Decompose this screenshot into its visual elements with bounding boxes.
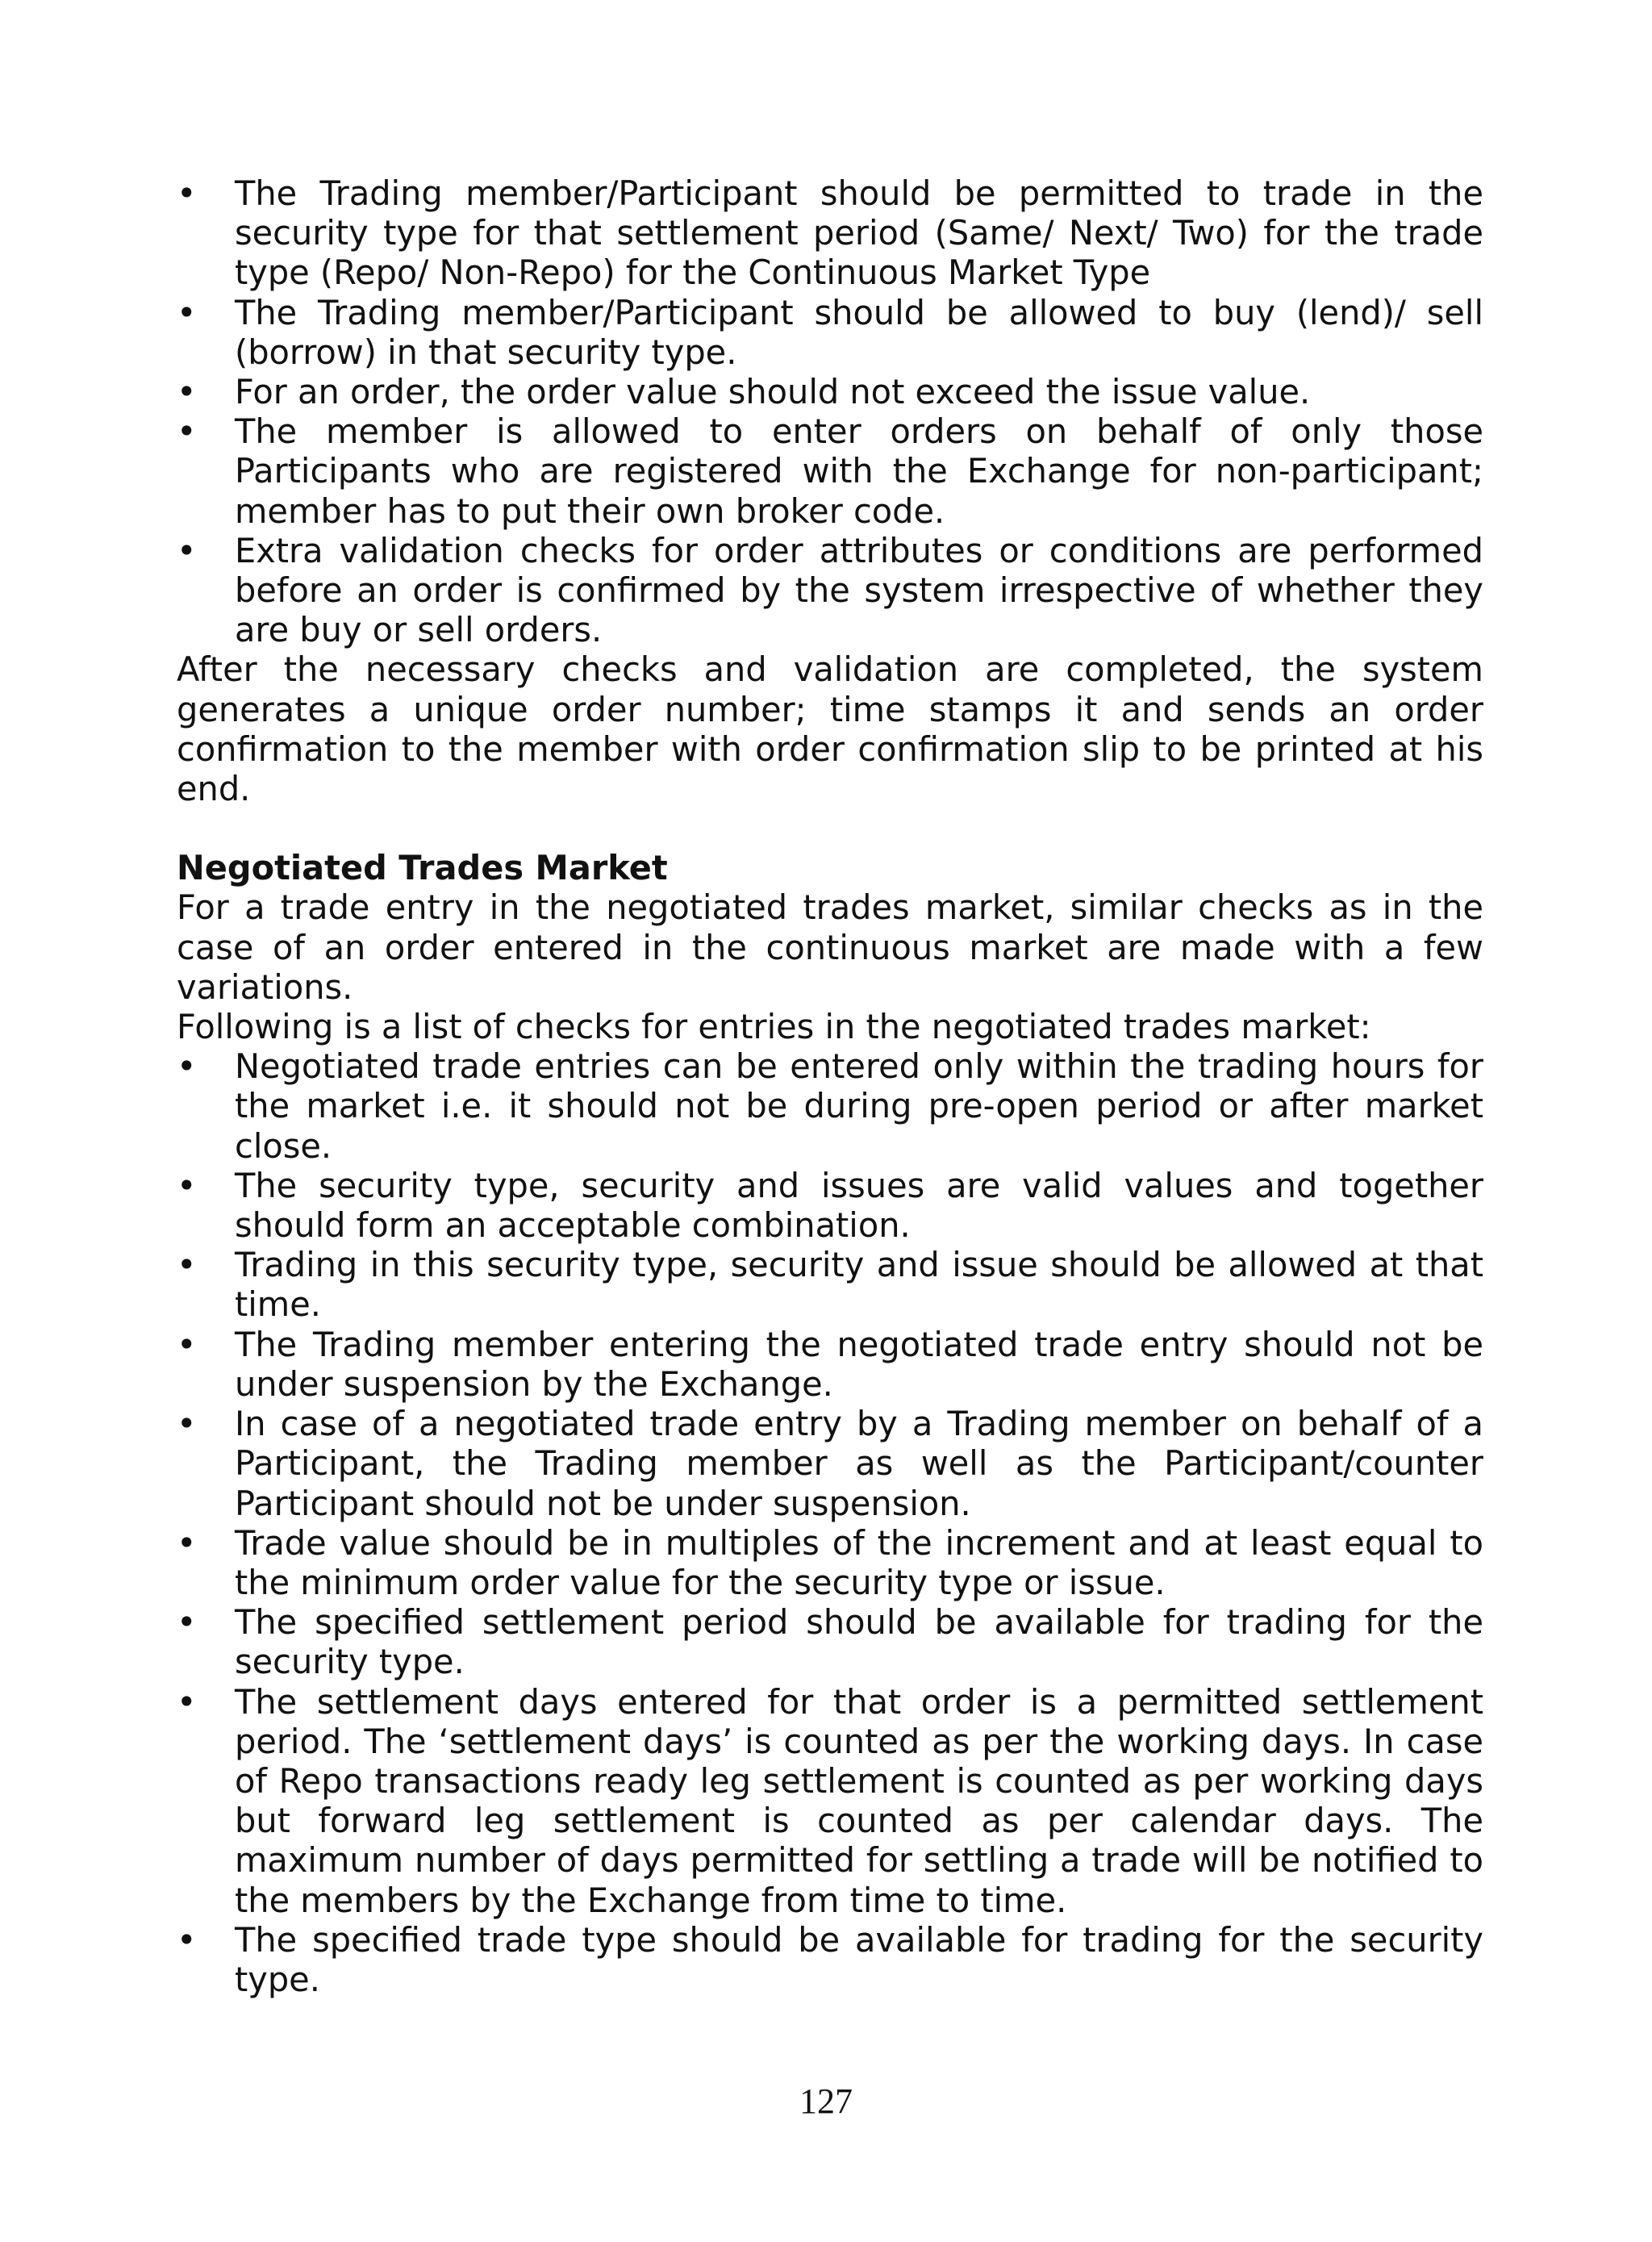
list-item-text: Trade value should be in multiples of the increment and at least equal to the minimum order value for the security type or issue. [235, 1522, 1483, 1602]
list-item [177, 173, 1483, 293]
list-item-text: The specified settlement period should be available for trading for the security type. [235, 1602, 1483, 1682]
page-content [177, 173, 1483, 1999]
bullet-icon: • [177, 1046, 197, 1087]
list-item [177, 1046, 1483, 1166]
after-checks-paragraph: After the necessary checks and validation are completed, the system generates a unique order number; time stamps it and sends an order confirmation to the member with order confirmation slip to be printed at his end. [177, 649, 1483, 809]
bullet-icon: • [177, 173, 197, 213]
bullet-icon: • [177, 1919, 197, 1960]
bullet-icon: • [177, 292, 197, 332]
list-item-text: For an order, the order value should not exceed the issue value. [235, 372, 1311, 412]
list-item-text: The Trading member/Participant should be permitted to trade in the security type for that settlement period (Same/ Next/ Two) for the trade type (Repo/ Non-Repo) for the Continuous Market Type [235, 173, 1483, 293]
list-item-text: Extra validation checks for order attributes or conditions are performed before an order is confirmed by the system irrespective of whether they are buy or sell orders. [235, 530, 1483, 650]
bullet-icon: • [177, 530, 197, 570]
list-item [177, 1325, 1483, 1404]
bullet-icon: • [177, 411, 197, 452]
list-item [177, 1523, 1483, 1602]
list-item [177, 1920, 1483, 1999]
list-item [177, 531, 1483, 650]
list-item-text: Negotiated trade entries can be entered only within the trading hours for the market i.e. it should not be during pre-open period or after market close. [235, 1046, 1483, 1166]
bullet-icon: • [177, 372, 197, 412]
section-spacer [177, 808, 1483, 848]
list-intro-paragraph: Following is a list of checks for entries in the negotiated trades market: [177, 1007, 1371, 1047]
list-item [177, 293, 1483, 372]
list-item-text: The security type, security and issues are valid values and together should form an acceptable combination. [235, 1165, 1483, 1246]
bullet-icon: • [177, 1681, 197, 1722]
list-item-text: The specified trade type should be available for trading for the security type. [235, 1919, 1483, 1999]
page-number: 127 [799, 2081, 853, 2121]
list-item-text: In case of a negotiated trade entry by a Trading member on behalf of a Participant, the Trading member as well as the Participant/counter Participant should not be under suspension. [235, 1404, 1483, 1523]
section-heading: Negotiated Trades Market [177, 848, 668, 888]
section-intro-paragraph: For a trade entry in the negotiated trades market, similar checks as in the case of an order entered in the continuous market are made with a few variations. [177, 887, 1483, 1007]
bullet-icon: • [177, 1404, 197, 1444]
list-item-text: The settlement days entered for that order is a permitted settlement period. The ‘settlement days’ is counted as per the working days. In case of Repo transactions ready leg settlement is counted as per working days but forward leg settlement is counted as per calendar days. The maximum number of days permitted for settling a trade will be notified to the members by the Exchange from time to time. [235, 1681, 1483, 1920]
list-item-text: The member is allowed to enter orders on behalf of only those Participants who are registered with the Exchange for non-participant; member has to put their own broker code. [235, 411, 1483, 531]
list-item-text: The Trading member/Participant should be allowed to buy (lend)/ sell (borrow) in that security type. [235, 292, 1483, 372]
bullet-icon: • [177, 1522, 197, 1563]
list-item-text: Trading in this security type, security and issue should be allowed at that time. [235, 1245, 1483, 1325]
list-item [177, 1602, 1483, 1681]
list-item [177, 372, 1483, 411]
list-item [177, 1166, 1483, 1245]
list-item [177, 1682, 1483, 1920]
bullet-icon: • [177, 1602, 197, 1643]
list-item [177, 411, 1483, 531]
bullet-icon: • [177, 1165, 197, 1205]
continuous-market-checks-list [177, 173, 1483, 649]
list-item [177, 1404, 1483, 1523]
list-item [177, 1245, 1483, 1324]
list-item-text: The Trading member entering the negotiated trade entry should not be under suspension by the Exchange. [235, 1324, 1483, 1404]
bullet-icon: • [177, 1324, 197, 1364]
bullet-icon: • [177, 1245, 197, 1285]
negotiated-checks-list [177, 1046, 1483, 1999]
